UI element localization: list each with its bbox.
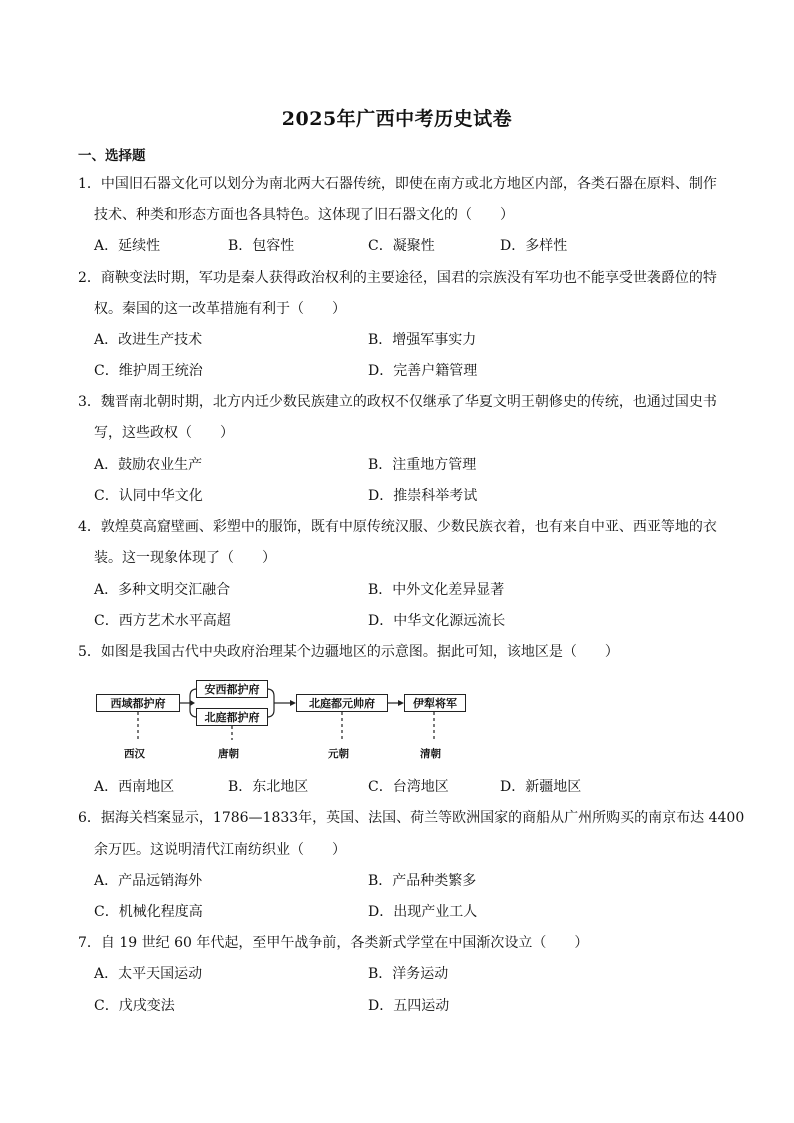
question-1-option-c: C．凝聚性 bbox=[368, 238, 435, 254]
question-4-stem: 4．敦煌莫高窟壁画、彩塑中的服饰，既有中原传统汉服、少数民族衣着，也有来自中亚、西亚等地的衣 bbox=[78, 519, 717, 535]
era-western-han: 西汉 bbox=[124, 748, 145, 760]
box-western-regions-protectorate: 西域都护府 bbox=[96, 694, 180, 712]
question-5-option-b: B．东北地区 bbox=[228, 779, 309, 795]
page-title: 2025年广西中考历史试卷 bbox=[281, 108, 513, 130]
question-4-stem-cont: 装。这一现象体现了（ ） bbox=[94, 550, 276, 566]
question-3-option-d: D．推崇科举考试 bbox=[368, 488, 478, 504]
question-2-stem: 2．商鞅变法时期，军功是秦人获得政治权利的主要途径，国君的宗族没有军功也不能享受世袭爵位的特 bbox=[78, 270, 717, 286]
question-2-option-c: C．维护周王统治 bbox=[94, 363, 203, 379]
question-3-stem: 3．魏晋南北朝时期，北方内迁少数民族建立的政权不仅继承了华夏文明王朝修史的传统，也通过国史书 bbox=[78, 394, 717, 410]
question-6-stem: 6．据海关档案显示，1786—1833年，英国、法国、荷兰等欧洲国家的商船从广州所购买的南京布达 4400 bbox=[78, 810, 745, 826]
question-1-stem: 1．中国旧石器文化可以划分为南北两大石器传统，即使在南方或北方地区内部，各类石器在原料、制作 bbox=[78, 176, 717, 192]
question-4-option-b: B．中外文化差异显著 bbox=[368, 582, 505, 598]
era-yuan: 元朝 bbox=[328, 748, 349, 760]
question-1-option-a: A．延续性 bbox=[94, 238, 161, 254]
question-1-option-b: B．包容性 bbox=[228, 238, 295, 254]
question-4-option-c: C．西方艺术水平高超 bbox=[94, 613, 231, 629]
question-5-option-a: A．西南地区 bbox=[94, 779, 175, 795]
question-5-stem: 5．如图是我国古代中央政府治理某个边疆地区的示意图。据此可知，该地区是（ ） bbox=[78, 644, 619, 660]
question-5-option-c: C．台湾地区 bbox=[368, 779, 449, 795]
box-beiting-protectorate: 北庭都护府 bbox=[196, 708, 268, 726]
question-2-option-d: D．完善户籍管理 bbox=[368, 363, 478, 379]
question-4-option-a: A．多种文明交汇融合 bbox=[94, 582, 231, 598]
question-7-option-d: D．五四运动 bbox=[368, 998, 450, 1014]
question-7-option-a: A．太平天国运动 bbox=[94, 966, 203, 982]
era-tang: 唐朝 bbox=[218, 748, 239, 760]
question-3-option-b: B．注重地方管理 bbox=[368, 457, 477, 473]
question-6-option-a: A．产品远销海外 bbox=[94, 873, 203, 889]
era-qing: 清朝 bbox=[420, 748, 441, 760]
box-beiting-marshal-office: 北庭都元帅府 bbox=[296, 694, 388, 712]
question-6-option-d: D．出现产业工人 bbox=[368, 904, 478, 920]
question-3-stem-cont: 写，这些政权（ ） bbox=[94, 425, 234, 441]
question-2-stem-cont: 权。秦国的这一改革措施有利于（ ） bbox=[94, 301, 346, 317]
question-6-stem-cont: 余万匹。这说明清代江南纺织业（ ） bbox=[94, 842, 346, 858]
question-7-stem: 7．自 19 世纪 60 年代起，至甲午战争前，各类新式学堂在中国渐次设立（ ） bbox=[78, 935, 589, 951]
question-5-option-d: D．新疆地区 bbox=[500, 779, 582, 795]
question-6-option-c: C．机械化程度高 bbox=[94, 904, 203, 920]
question-1-option-d: D．多样性 bbox=[500, 238, 568, 254]
question-2-option-b: B．增强军事实力 bbox=[368, 332, 477, 348]
question-7-option-c: C．戊戌变法 bbox=[94, 998, 175, 1014]
section-heading: 一、选择题 bbox=[78, 148, 146, 164]
box-anxi-protectorate: 安西都护府 bbox=[196, 680, 268, 698]
question-3-option-a: A．鼓励农业生产 bbox=[94, 457, 203, 473]
question-6-option-b: B．产品种类繁多 bbox=[368, 873, 477, 889]
question-4-option-d: D．中华文化源远流长 bbox=[368, 613, 506, 629]
box-ili-general: 伊犁将军 bbox=[404, 694, 466, 712]
question-3-option-c: C．认同中华文化 bbox=[94, 488, 203, 504]
question-7-option-b: B．洋务运动 bbox=[368, 966, 449, 982]
frontier-governance-diagram bbox=[94, 676, 484, 768]
question-2-option-a: A．改进生产技术 bbox=[94, 332, 203, 348]
question-1-stem-cont: 技术、种类和形态方面也各具特色。这体现了旧石器文化的（ ） bbox=[94, 207, 514, 223]
